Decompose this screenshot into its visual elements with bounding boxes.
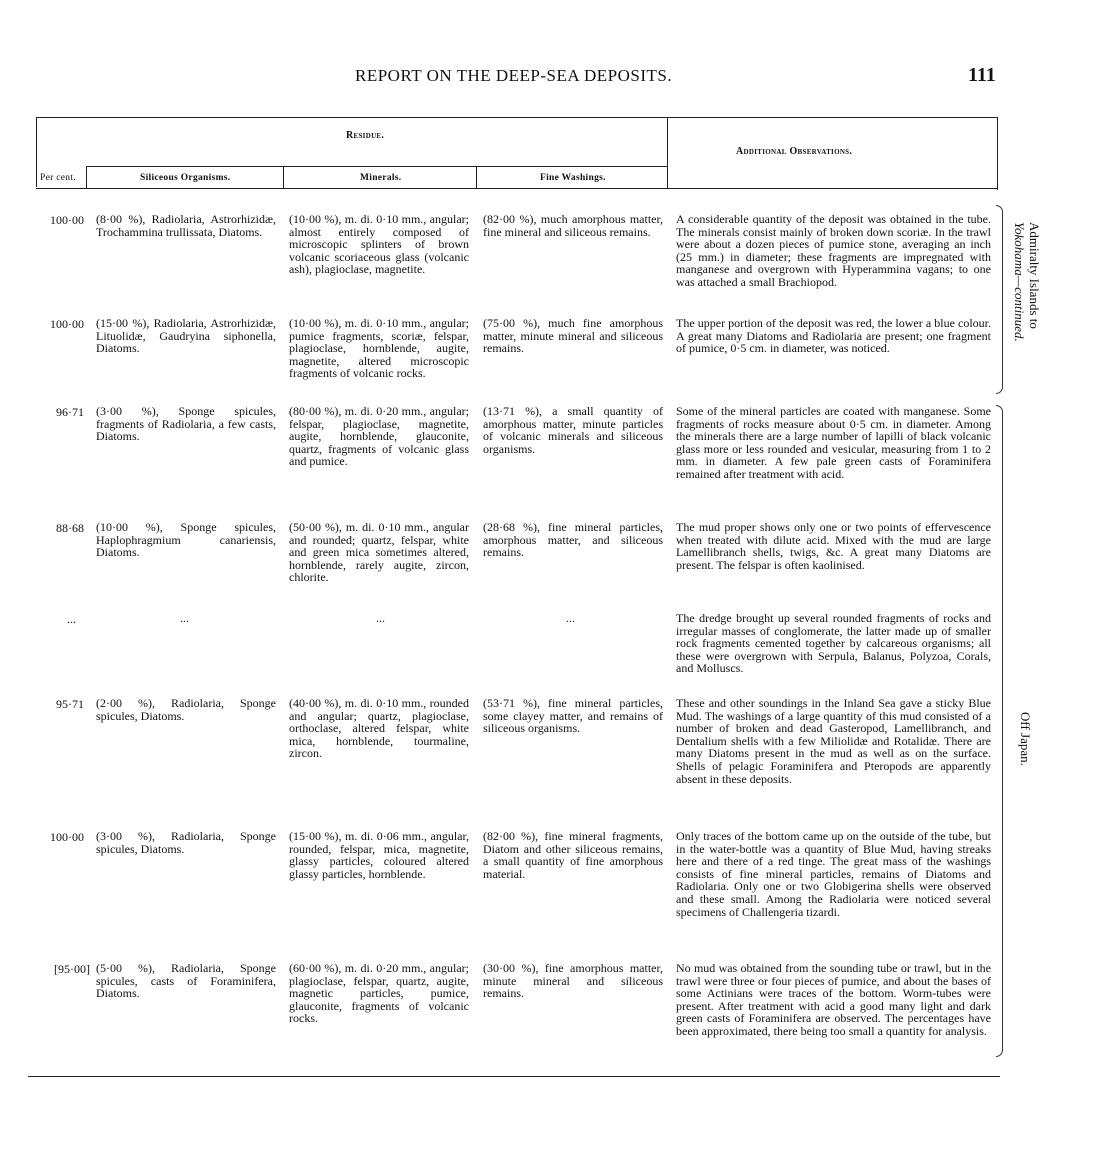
- row-3-siliceous: (3·00 %), Sponge spicules, fragments of Radiolaria, a few casts, Diatoms.: [96, 404, 276, 444]
- japan-brace: [996, 405, 1003, 1057]
- row-5-observations: The dredge brought up several rounded fragments of rocks and irregular masses of conglomerate, the latter made up of smaller rock fragments cemented together by calcareous organisms; all these were overgrown with Serpula, Balanus, Polyzoa, Corals, and Molluscs.: [676, 611, 991, 676]
- row-1-per-cent: 100·00: [50, 213, 84, 227]
- row-2-minerals: (10·00 %), m. di. 0·10 mm., angular; pumice fragments, scoriæ, felspar, plagioclase, hornblende, augite, magnetite, altered microscopic fragments of volcanic rocks.: [289, 316, 469, 381]
- row-5-siliceous: ...: [180, 611, 189, 625]
- region-label-admiralty: [1012, 222, 1042, 342]
- page-number: 111: [968, 64, 996, 86]
- row-7-siliceous: (3·00 %), Radiolaria, Sponge spicules, Diatoms.: [96, 829, 276, 856]
- col-rule-4: [667, 117, 668, 189]
- row-4-siliceous: (10·00 %), Sponge spicules, Haplophragmium canariensis, Diatoms.: [96, 520, 276, 560]
- row-2-observations: The upper portion of the deposit was red, the lower a blue colour. A great many Diatoms and Radiolaria are present; one fragment of pumice, 0·5 cm. in diameter, was noticed.: [676, 316, 991, 356]
- running-title: REPORT ON THE DEEP-SEA DEPOSITS.: [355, 66, 673, 85]
- col-rule-3: [476, 167, 477, 189]
- row-5-per-cent: ...: [67, 612, 76, 626]
- row-5-fine-washings: ...: [566, 611, 575, 625]
- row-6-minerals: (40·00 %), m. di. 0·10 mm., rounded and angular; quartz, plagioclase, orthoclase, altered felspar, white mica, hornblende, tourmaline, zircon.: [289, 696, 469, 761]
- row-8-observations: No mud was obtained from the sounding tube or trawl, but in the trawl were three or four pieces of pumice, and about the bases of some Actinians were traces of the bottom. Worm-tubes were present. After treatment with acid a good many light and dark green casts of Foraminifera are observed. The percentages have been approximated, there being too small a quantity for analysis.: [676, 961, 991, 1038]
- row-6-siliceous: (2·00 %), Radiolaria, Sponge spicules, Diatoms.: [96, 696, 276, 723]
- row-1-minerals: (10·00 %), m. di. 0·10 mm., angular; almost entirely composed of microscopic splinters of brown volcanic scoriaceous glass (volcanic ash), plagioclase, magnetite.: [289, 212, 469, 277]
- row-1-observations: A considerable quantity of the deposit was obtained in the tube. The minerals consist mainly of broken down scoriæ. In the trawl were about a dozen pieces of pumice stone, averaging an inch (25 mm.) in diameter; these fragments are impregnated with manganese and overgrown with Hyperammina vagans; to one was attached a small Brachiopod.: [676, 212, 991, 289]
- row-4-fine-washings: (28·68 %), fine mineral particles, amorphous matter, and siliceous remains.: [483, 520, 663, 560]
- header-minerals: Minerals.: [360, 173, 402, 183]
- region-label-admiralty-line1: Admiralty Islands to: [1027, 222, 1042, 329]
- region-label-admiralty-line2: Yokohama—continued.: [1012, 222, 1027, 342]
- col-rule-1: [86, 167, 87, 189]
- header-residue: Residue.: [346, 130, 385, 141]
- row-7-fine-washings: (82·00 %), fine mineral fragments, Diatom and other siliceous remains, a small quantity of fine amorphous material.: [483, 829, 663, 881]
- row-8-per-cent: [95·00]: [54, 962, 90, 976]
- row-4-observations: The mud proper shows only one or two points of effervescence when treated with dilute acid. Mixed with the mud are large Lamellibranch shells, twigs, &c. A great many Diatoms are present. The felspar is often kaolinised.: [676, 520, 991, 572]
- col-rule-2: [283, 167, 284, 189]
- row-3-minerals: (80·00 %), m. di. 0·20 mm., angular; felspar, plagioclase, magnetite, augite, hornblende, glauconite, quartz, fragments of volcanic glass and pumice.: [289, 404, 469, 469]
- row-7-minerals: (15·00 %), m. di. 0·06 mm., angular, rounded, felspar, mica, magnetite, glassy particles, coloured altered glassy particles, hornblende.: [289, 829, 469, 881]
- row-2-siliceous: (15·00 %), Radiolaria, Astrorhizidæ, Lituolidæ, Gaudryina siphonella, Diatoms.: [96, 316, 276, 356]
- row-3-per-cent: 96·71: [56, 405, 84, 419]
- header-additional-observations: Additional Observations.: [736, 146, 853, 157]
- row-7-observations: Only traces of the bottom came up on the outside of the tube, but in the water-bottle was a quantity of Blue Mud, having streaks here and there of a red tinge. The great mass of the washings consists of fine mineral particles, remains of Diatoms and Radiolaria. Only one or two Globigerina shells were observed and these small. Among the Radiolaria were noticed several specimens of Challengeria tizardi.: [676, 829, 991, 919]
- row-2-per-cent: 100·00: [50, 317, 84, 331]
- header-bottom-rule: [36, 188, 998, 189]
- row-4-per-cent: 88·68: [56, 521, 84, 535]
- table-top-rule: [36, 117, 998, 118]
- header-fine-washings: Fine Washings.: [540, 173, 606, 183]
- row-3-fine-washings: (13·71 %), a small quantity of amorphous matter, minute particles of volcanic minerals and siliceous organisms.: [483, 404, 663, 456]
- admiralty-brace: [996, 205, 1003, 394]
- table-right-rule: [997, 117, 998, 190]
- region-label-japan: Off Japan.: [1018, 712, 1033, 766]
- residue-underline: [86, 166, 667, 167]
- row-6-fine-washings: (53·71 %), fine mineral particles, some clayey matter, and remains of siliceous organisms.: [483, 696, 663, 736]
- row-8-fine-washings: (30·00 %), fine amorphous matter, minute mineral and siliceous remains.: [483, 961, 663, 1001]
- table-bottom-rule: [28, 1076, 1000, 1077]
- row-3-observations: Some of the mineral particles are coated with manganese. Some fragments of rocks measure about 0·5 cm. in diameter. Among the minerals there are a large number of lapilli of black volcanic glass more or less rounded and vesicular, measuring from 1 to 2 mm. in diameter. A few pale green casts of Foraminifera remained after treatment with acid.: [676, 404, 991, 481]
- header-siliceous-organisms: Siliceous Organisms.: [140, 173, 231, 183]
- row-2-fine-washings: (75·00 %), much fine amorphous matter, minute mineral and siliceous remains.: [483, 316, 663, 356]
- row-8-minerals: (60·00 %), m. di. 0·20 mm., angular; plagioclase, felspar, quartz, augite, magnetic particles, pumice, glauconite, fragments of volcanic rocks.: [289, 961, 469, 1026]
- header-per-cent: Per cent.: [40, 173, 76, 183]
- row-7-per-cent: 100·00: [50, 830, 84, 844]
- row-1-fine-washings: (82·00 %), much amorphous matter, fine mineral and siliceous remains.: [483, 212, 663, 239]
- table-left-rule: [36, 117, 37, 187]
- row-1-siliceous: (8·00 %), Radiolaria, Astrorhizidæ, Trochammina trullissata, Diatoms.: [96, 212, 276, 239]
- row-8-siliceous: (5·00 %), Radiolaria, Sponge spicules, casts of Foraminifera, Diatoms.: [96, 961, 276, 1001]
- row-6-observations: These and other soundings in the Inland Sea gave a sticky Blue Mud. The washings of a large quantity of this mud consisted of a number of broken and dead Gasteropod, Lamellibranch, and Dentalium shells with a few Miliolidæ and Rotalidæ. There are many Diatoms present in the mud as well as on the surface. Shells of pelagic Foraminifera and Pteropods are apparently absent in these deposits.: [676, 696, 991, 786]
- row-5-minerals: ...: [376, 611, 385, 625]
- row-4-minerals: (50·00 %), m. di. 0·10 mm., angular and rounded; quartz, felspar, white and green mica sometimes altered, hornblende, rarely augite, zircon, chlorite.: [289, 520, 469, 585]
- row-6-per-cent: 95·71: [56, 697, 84, 711]
